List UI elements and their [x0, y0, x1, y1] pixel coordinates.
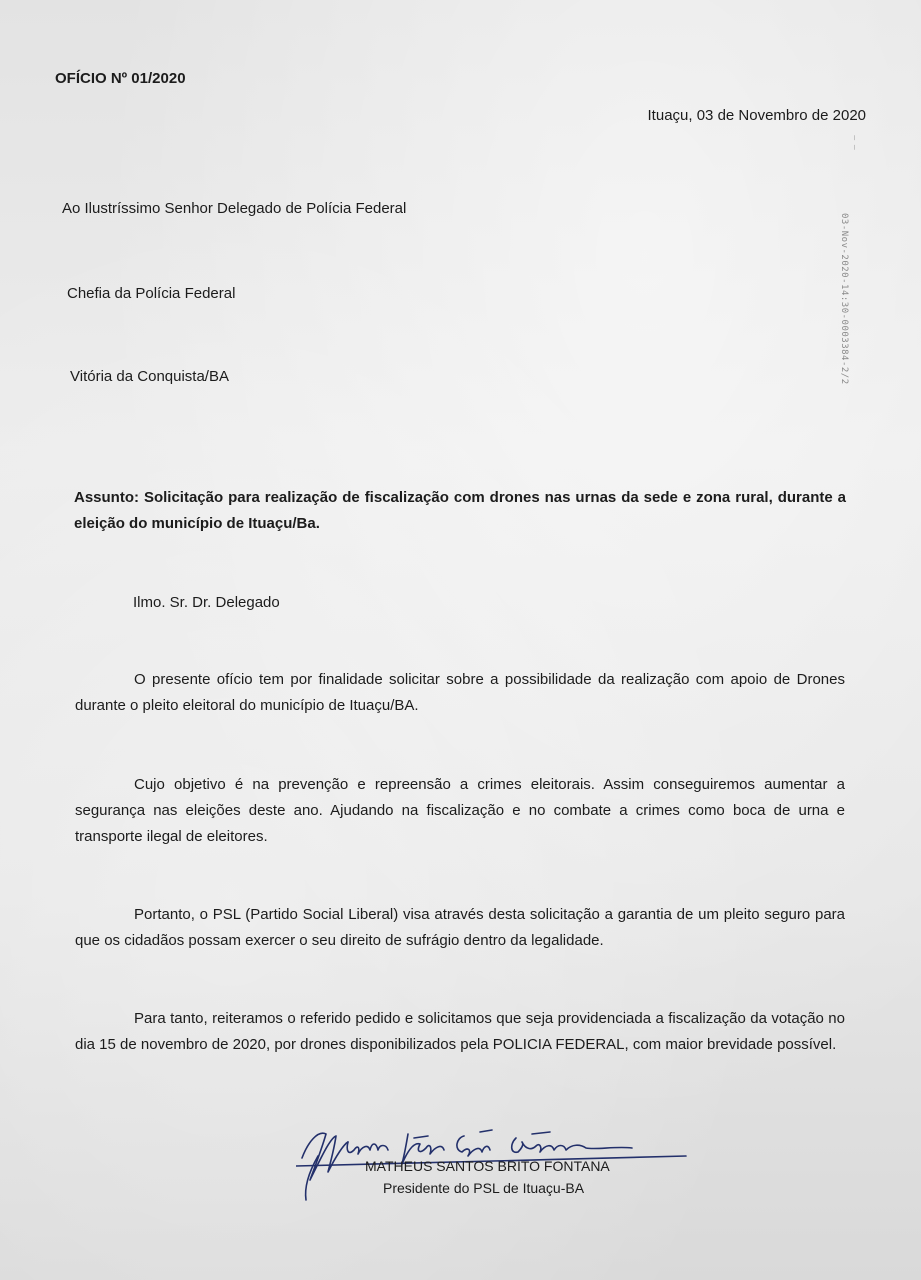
signatory-name: MATHEUS SANTOS BRITO FONTANA [365, 1158, 610, 1174]
addressee-line-2: Chefia da Polícia Federal [67, 285, 236, 302]
subject: Assunto: Solicitação para realização de fiscalização com drones nas urnas da sede e zona rural, durante a eleição do município de Ituaçu/Ba. [74, 489, 846, 532]
paragraph-3: Portanto, o PSL (Partido Social Liberal) visa através desta solicitação a garantia de um pleito seguro para que os cidadãos possam exercer o seu direito de sufrágio dentro da legalidade. [75, 906, 845, 949]
addressee-line-1: Ao Ilustríssimo Senhor Delegado de Polícia Federal [62, 200, 407, 217]
addressee-line-3: Vitória da Conquista/BA [70, 368, 229, 385]
protocol-stamp [836, 215, 850, 415]
office-number: OFÍCIO Nº 01/2020 [55, 70, 186, 87]
margin-mark: — — [850, 135, 860, 150]
paragraph-2: Cujo objetivo é na prevenção e repreensão a crimes eleitorais. Assim conseguiremos aumentar a segurança nas eleições deste ano. Ajudando na fiscalização e no combate a crimes como boca de urna e transporte ilegal de eleitores. [75, 776, 845, 845]
signatory-role: Presidente do PSL de Ituaçu-BA [383, 1180, 585, 1196]
place-date: Ituaçu, 03 de Novembro de 2020 [647, 107, 866, 124]
salutation: Ilmo. Sr. Dr. Delegado [133, 594, 280, 611]
protocol-stamp-text: 03-Nov-2020-14:30-0003384-2/2 [839, 213, 849, 385]
paragraph-1: O presente ofício tem por finalidade solicitar sobre a possibilidade da realização com apoio de Drones durante o pleito eleitoral do município de Ituaçu/BA. [75, 671, 845, 714]
paragraph-4: Para tanto, reiteramos o referido pedido e solicitamos que seja providenciada a fiscalização da votação no dia 15 de novembro de 2020, por drones disponibilizados pela POLICIA FEDERAL, com maior brevidade possível. [75, 1010, 845, 1053]
